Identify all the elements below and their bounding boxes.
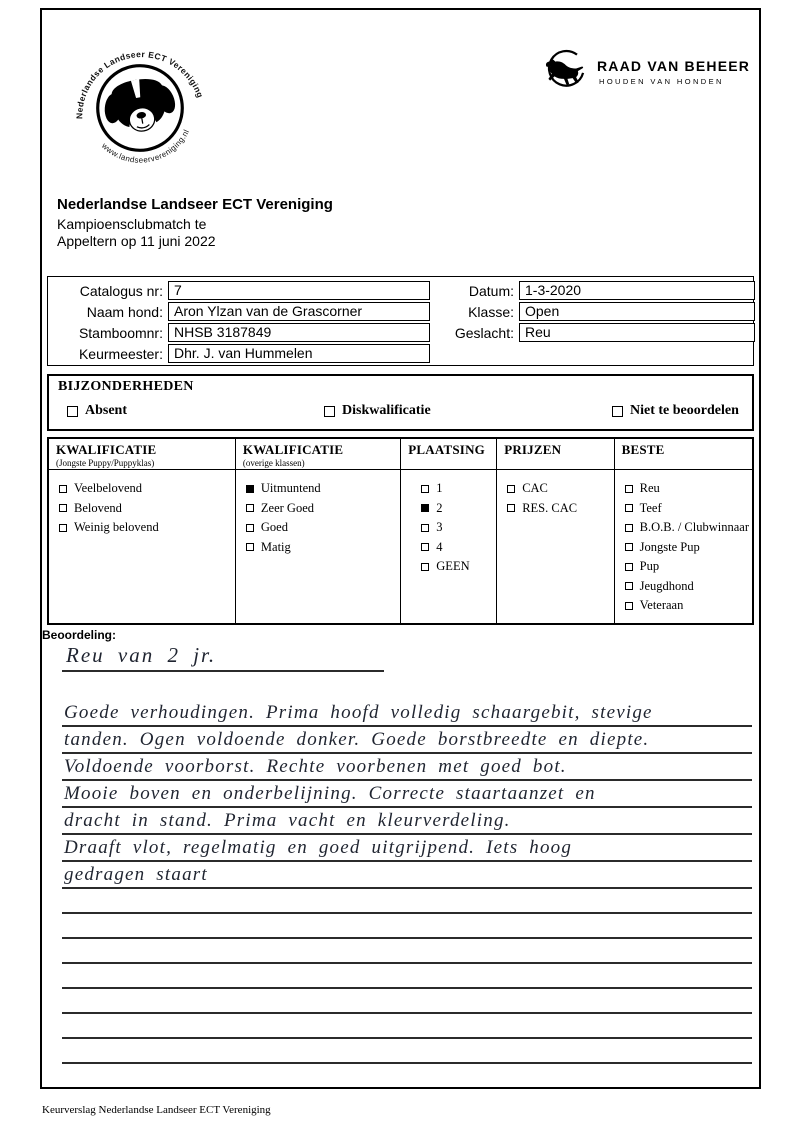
checkbox-checked-icon[interactable] [246,485,254,493]
column-kwalificatie-puppy [49,439,236,623]
ruled-line-empty [62,989,752,1014]
pedigree-number-field[interactable]: NHSB 3187849 [168,323,430,342]
option-4[interactable] [421,538,493,558]
option-pup[interactable] [625,557,749,577]
option-label: Niet te beoordelen [630,403,739,418]
column-prijzen [497,439,614,623]
option-2[interactable] [421,499,493,519]
event-name: Kampioensclubmatch te [57,216,207,232]
checkbox-icon[interactable] [625,563,633,571]
date-label: Datum: [468,282,514,299]
option-label: B.O.B. / Clubwinnaar [639,520,749,535]
leaping-dog-icon [538,46,590,98]
pedigree-number-label: Stamboomnr: [78,324,163,341]
option-geen[interactable] [421,557,493,577]
option-label: 4 [436,539,443,554]
option-3[interactable] [421,518,493,538]
form-row [48,280,430,301]
column-header-title: KWALIFICATIE [56,442,157,457]
column-kwalificatie-overige [236,439,401,623]
option-belovend[interactable] [59,499,232,519]
checkbox-icon[interactable] [59,524,67,532]
club-logo [54,22,225,193]
column-header-title: KWALIFICATIE [242,442,344,457]
column-header [497,439,613,470]
form-right-column [443,280,755,343]
raad-van-beheer-wordmark [597,58,750,86]
checkbox-icon[interactable] [59,485,67,493]
ruled-line-with-handwriting [62,808,752,835]
sex-label: Geslacht: [454,324,514,341]
ruled-line-with-handwriting [62,781,752,808]
form-left-column [48,280,430,364]
checkbox-icon[interactable] [507,485,515,493]
option-res-cac[interactable] [507,499,610,519]
option-label: Pup [639,559,660,574]
column-header [49,439,235,470]
column-header-title: PRIJZEN [504,442,562,457]
form-row [443,322,755,343]
ruled-line-with-handwriting [62,700,752,727]
ruled-line-empty [62,1039,752,1064]
checkbox-icon[interactable] [421,543,429,551]
logo-arc-bottom-text: www.landseervereniging.nl [100,127,192,165]
option-label: Teef [639,500,662,515]
option-label: Absent [85,403,128,418]
rvb-title: RAAD VAN BEHEER [597,58,751,74]
column-options [236,470,400,557]
checkbox-icon[interactable] [625,485,633,493]
checkbox-checked-icon[interactable] [421,504,429,512]
option-label: Veteraan [639,598,684,613]
column-header-title: PLAATSING [408,442,485,457]
option-label: RES. CAC [522,500,578,515]
checkbox-icon[interactable] [625,543,633,551]
option-label: CAC [522,481,548,496]
ruled-line-with-handwriting [62,862,752,889]
option-label: Weinig belovend [74,520,159,535]
option-label: Reu [639,481,660,496]
option-label: Jongste Pup [639,539,700,554]
checkbox-icon[interactable] [246,504,254,512]
bijzonderheden-title: BIJZONDERHEDEN [58,379,194,394]
option-uitmuntend[interactable] [246,479,397,499]
ruled-line-empty [62,889,752,914]
option-label: Matig [260,539,291,554]
checkbox-icon[interactable] [625,582,633,590]
qualification-table [47,437,754,625]
checkbox-icon[interactable] [59,504,67,512]
option-teef[interactable] [625,499,749,519]
option-weinig-belovend[interactable] [59,518,232,538]
judge-label: Keurmeester: [78,345,163,362]
bijzonderheden-options [49,403,752,423]
handwritten-text: Draaft vlot, regelmatig en goed uitgrijpend. Iets hoog [64,837,573,858]
option-jongste-pup[interactable] [625,538,749,558]
form-row [48,322,430,343]
option-b-o-b-clubwinnaar[interactable] [625,518,749,538]
dog-name-field[interactable]: Aron Ylzan van de Grascorner [168,302,430,321]
organisation-name: Nederlandse Landseer ECT Vereniging [57,196,333,213]
column-options [497,470,613,518]
bijzonderheden-section [47,374,754,431]
option-label: 1 [436,481,443,496]
landseer-club-logo-icon [54,22,225,193]
checkbox-icon[interactable] [324,406,335,417]
dog-name-label: Naam hond: [86,303,163,320]
form-row [48,343,430,364]
empty-ruled-lines [62,889,752,1064]
checkbox-icon[interactable] [612,406,623,417]
ruled-line-with-handwriting [62,727,752,754]
option-matig[interactable] [246,538,397,558]
option-label: GEEN [436,559,470,574]
checkbox-icon[interactable] [507,504,515,512]
ruled-line-empty [62,964,752,989]
document-title-block [57,196,333,250]
option-jeugdhond[interactable] [625,577,749,597]
checkbox-icon[interactable] [625,524,633,532]
column-plaatsing [401,439,497,623]
ruled-line-with-handwriting [62,644,384,672]
option-label: Jeugdhond [639,578,694,593]
option-label: Belovend [74,500,122,515]
catalog-number-label: Catalogus nr: [79,282,163,299]
date-field[interactable]: 1-3-2020 [519,281,755,300]
option-veteraan[interactable] [625,596,749,616]
handwritten-text: Mooie boven en onderbelijning. Correcte staartaanzet en [64,783,596,804]
handwritten-judgement-block [62,700,752,889]
handwritten-text: Goede verhoudingen. Prima hoofd volledig schaargebit, stevige [64,702,653,723]
checkbox-icon[interactable] [421,563,429,571]
ruled-line-empty [62,1014,752,1039]
option-reu[interactable] [625,479,749,499]
catalog-number-field[interactable]: 7 [168,281,430,300]
option-absent[interactable] [67,403,127,419]
option-veelbelovend[interactable] [59,479,232,499]
option-cac[interactable] [507,479,610,499]
option-label: 3 [436,520,443,535]
option-diskwalificatie[interactable] [324,403,431,419]
checkbox-icon[interactable] [625,602,633,610]
column-header-subtitle: (overige klassen) [242,458,305,468]
event-location-date: Appeltern op 11 juni 2022 [57,233,216,249]
option-label: Veelbelovend [74,481,143,496]
option-zeer-goed[interactable] [246,499,397,519]
sex-field[interactable]: Reu [519,323,755,342]
column-header-title: BESTE [621,442,665,457]
rvb-subtitle: HOUDEN VAN HONDEN [599,77,724,86]
handwritten-text: Voldoende voorborst. Rechte voorbenen met goed bot. [64,756,567,777]
ruled-line-empty [62,939,752,964]
document-footer: Keurverslag Nederlandse Landseer ECT Vereniging [42,1104,271,1116]
option-1[interactable] [421,479,493,499]
class-label: Klasse: [468,303,514,320]
raad-van-beheer-logo [538,46,750,98]
handwritten-text: gedragen staart [64,864,208,885]
checkbox-icon[interactable] [625,504,633,512]
checkbox-icon[interactable] [421,485,429,493]
checkbox-icon[interactable] [67,406,78,417]
column-options [401,470,496,577]
dog-details-form [47,276,754,366]
form-row [443,280,755,301]
judge-field[interactable]: Dhr. J. van Hummelen [168,344,430,363]
column-header [615,439,752,470]
option-label: Goed [260,520,288,535]
option-label: Diskwalificatie [342,403,431,418]
checkbox-icon[interactable] [246,524,254,532]
form-row [443,301,755,322]
ruled-line-with-handwriting [62,835,752,862]
option-label: Zeer Goed [260,500,315,515]
beoordeling-label: Beoordeling: [42,628,116,642]
ruled-line-with-handwriting [62,754,752,781]
ruled-line-empty [62,914,752,939]
column-options [615,470,752,616]
option-label: Uitmuntend [260,481,321,496]
checkbox-icon[interactable] [421,524,429,532]
checkbox-icon[interactable] [246,543,254,551]
handwritten-text: tanden. Ogen voldoende donker. Goede borstbreedte en diepte. [64,729,650,750]
logo-arc-top-text: Nederlandse Landseer ECT Vereniging [74,49,206,119]
handwritten-text: dracht in stand. Prima vacht en kleurverdeling. [64,810,511,831]
column-options [49,470,235,538]
option-goed[interactable] [246,518,397,538]
class-field[interactable]: Open [519,302,755,321]
option-niet-te-beoordelen[interactable] [612,403,739,419]
option-label: 2 [436,500,443,515]
column-header [401,439,496,470]
form-row [48,301,430,322]
handwritten-text: Reu van 2 jr. [66,643,217,667]
column-header [236,439,400,470]
column-header-subtitle: (Jongste Puppy/Puppyklas) [56,458,155,468]
column-beste [615,439,752,623]
